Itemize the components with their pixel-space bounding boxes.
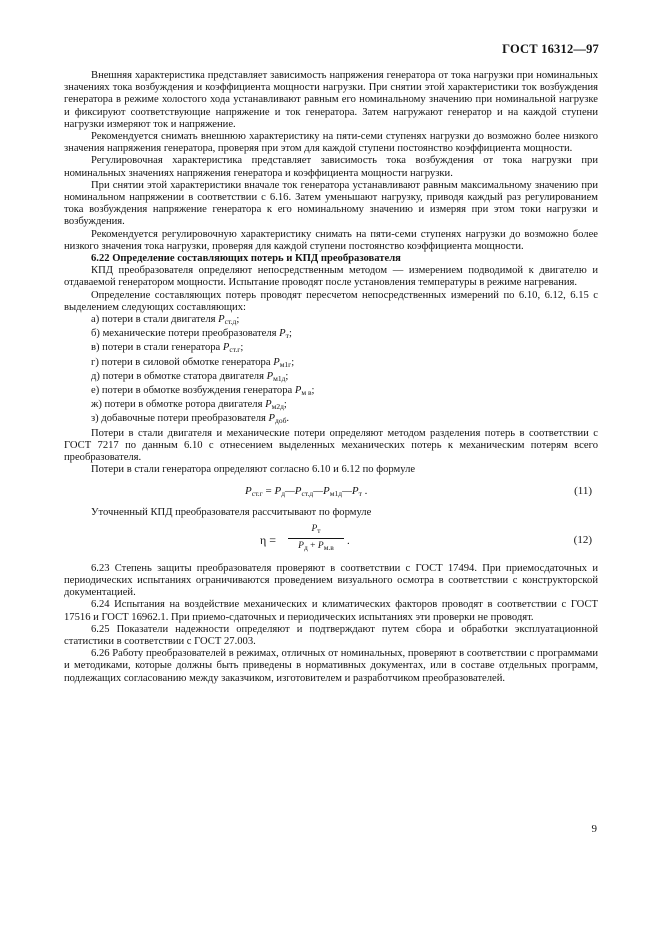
document-body [64,70,598,685]
paragraph: 6.26 Работу преобразователей в режимах, отличных от номинальных, проверяют в соответствии с программами и методиками, которые должны быть приведены в нормативных документах, или в составе отдельных программ, подлежащих согласованию между заказчиком, изготовителем и разработчиком преобразователей. [64,648,598,684]
list-item: з) добавочные потери преобразователя $P_{доб}$. [91,413,290,426]
paragraph: Уточненный КПД преобразователя рассчитывают по формуле [91,506,372,518]
paragraph: 6.24 Испытания на воздействие механических и климатических факторов проводят в соответствии с ГОСТ 17516 и ГОСТ 16962.1. При приемо-сдаточных и периодических испытаниях эти проверки не проводят. [64,599,598,623]
list-item: б) механические потери преобразователя $P_т$; [91,328,292,341]
paragraph: 6.23 Степень защиты преобразователя проверяют в соответствии с ГОСТ 17494. При приемосдаточных и периодических испытаниях ограничиваются проведением визуального осмотра в соответствии с конструкторской документацией. [64,562,598,599]
formula-number: (11) [574,484,592,497]
paragraph: Регулировочная характеристика представляет зависимость тока возбуждения от тока нагрузки при номинальных значениях напряжения генератора и коэффициента мощности нагрузки. [64,155,598,179]
list-item: ж) потери в обмотке ротора двигателя $P_{м2д}$; [91,399,287,412]
page-number: 9 [591,823,597,835]
formula-12: η = $P_т$ $P_д + P_{м.в}$ . (12) [64,523,598,557]
efficiency-symbol: η = [260,532,277,547]
formula-number: (12) [573,533,592,546]
paragraph: Потери в стали генератора определяют согласно 6.10 и 6.12 по формуле [91,464,416,476]
list-item: г) потери в силовой обмотке генератора $P_{м1г}$; [91,356,295,369]
paragraph: Рекомендуется регулировочную характеристику снимать на пяти-семи ступенях нагрузки до возможно более низкого значения тока нагрузки, проверяя для каждой ступени постоянство коэффициента мощности. [64,228,598,252]
formula-11 [64,479,598,505]
formula-fraction [288,523,344,554]
list-item: а) потери в стали двигателя $P_{ст.д}$; [91,314,240,327]
section-heading: 6.22 Определение составляющих потерь и КПД преобразователя [91,253,401,265]
paragraph: Рекомендуется снимать внешнюю характеристику на пяти-семи ступенях нагрузки до возможно более низкого значения напряжения генератора, проверяя при этом для каждой ступени постоянство коэффициента мощности. [64,131,598,155]
fraction-numerator: $P_т$ [288,523,344,539]
list-item: д) потери в обмотке статора двигателя $P_{м1д}$; [91,370,289,383]
document-code: ГОСТ 16312—97 [502,42,599,56]
list-item: в) потери в стали генератора $P_{ст.г}$; [91,342,244,355]
paragraph: 6.25 Показатели надежности определяют и подтверждают путем сбора и обработки эксплуатационной статистики в соответствии с ГОСТ 27.003. [64,623,598,647]
paragraph: Определение составляющих потерь проводят пересчетом непосредственных измерений по 6.10, 6.12, 6.15 с выделением следующих составляющих: [64,289,598,313]
paragraph: КПД преобразователя определяют непосредственным методом — измерением подводимой к двигателю и отдаваемой генератором мощности. Испытание проводят после установления температуры в режиме нагревания. [64,265,598,289]
paragraph: При снятии этой характеристики вначале ток генератора устанавливают равным максимальному значению при номинальном напряжении в соответствии с 6.16. Затем уменьшают нагрузку, приводя каждый раз регулированием тока возбуждения напряжение генератора к его номинальному значению и измеряя при этом токи нагрузки и возбуждения. [64,179,598,228]
list-item: е) потери в обмотке возбуждения генератора $P_{м в}$; [91,385,315,398]
paragraph: Внешняя характеристика представляет зависимость напряжения генератора от тока нагрузки при номинальных значениях тока возбуждения и коэффициента мощности нагрузки. При снятии этой характеристики ток возбуждения генератора в режиме холостого хода устанавливают равным его номинальному значению при номинальной нагрузке и фиксируют соответствующие напряжение и ток генератора. Затем нагружают генератор и на каждой ступени нагрузки измеряют ток и напряжение. [64,70,598,130]
paragraph: Потери в стали двигателя и механические потери определяют методом разделения потерь в соответствии с ГОСТ 7217 по данным 6.10 с отнесением выделенных механических потерь к механическим потерям всего преобразователя. [64,427,598,464]
formula-expression: $P_{ст.г}$ = $P_д—P_{ст.д}—P_{м1д}—P_т$ . [245,484,368,498]
fraction-denominator: $P_д + P_{м.в}$ [298,540,334,552]
